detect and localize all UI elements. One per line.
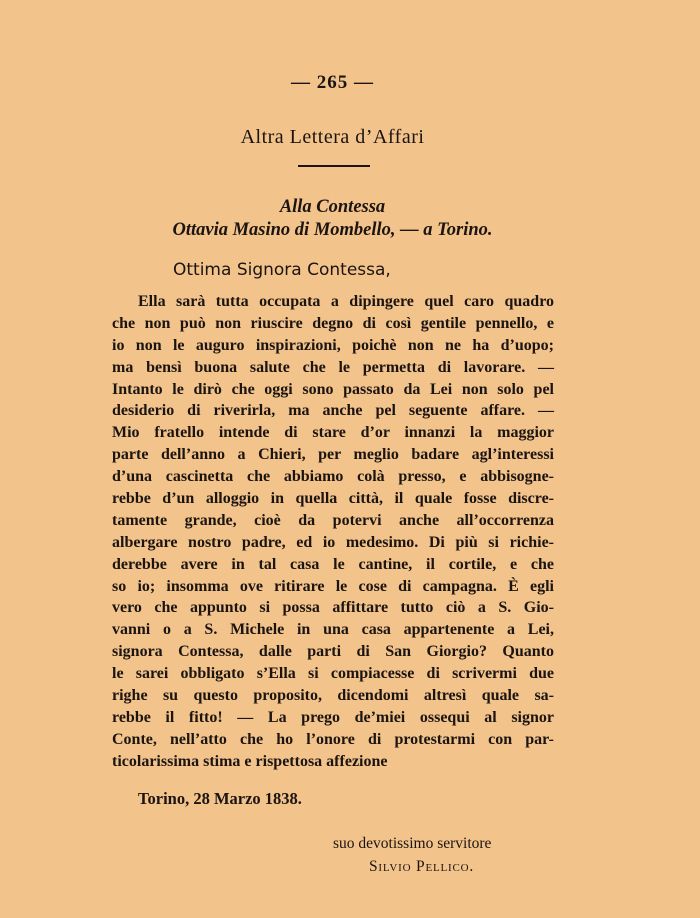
body-line: rebbe d’un alloggio in quella città, il quale fosse discre- <box>112 490 554 508</box>
body-line: d’una cascinetta che abbiamo colà presso, e abbisogne- <box>112 468 554 486</box>
letter-body <box>112 291 554 773</box>
address-line-1: Alla Contessa <box>279 197 386 217</box>
body-line: tamente grande, cioè da potervi anche all’occorrenza <box>112 511 554 529</box>
body-line: Mio fratello intende di stare d’or innanzi la maggior <box>112 424 554 442</box>
dateline: Torino, 28 Marzo 1838. <box>138 789 302 808</box>
body-line: vero che appunto si possa affittare tutto ciò a S. Gio- <box>112 599 554 617</box>
body-line: Ella sarà tutta occupata a dipingere quel caro quadro <box>138 293 554 310</box>
body-line: io non le auguro inspirazioni, poichè non ne ha d’uopo; <box>112 336 554 354</box>
body-line: Intanto le dirò che oggi sono passato da Lei non solo pel <box>112 380 554 398</box>
body-line: che non può non riuscire degno di così gentile pennello, e <box>112 314 554 332</box>
letter-title: Altra Lettera d’Affari <box>240 126 425 148</box>
body-line: albergare nostro padre, ed io medesimo. Di più si richie- <box>112 533 554 551</box>
title-divider <box>298 165 370 167</box>
body-line: le sarei obbligato s’Ella si compiacesse di scrivermi due <box>112 665 554 683</box>
body-line: derebbe avere in tal casa le cantine, il cortile, e che <box>112 555 554 573</box>
body-line: rebbe il fitto! — La prego de’miei ossequi al signor <box>112 708 554 726</box>
body-line: ticolarissima stima e rispettosa affezione <box>112 752 388 770</box>
body-line: so io; insomma ove ritirare le cose di campagna. È egli <box>112 577 554 595</box>
signature: Silvio Pellico. <box>369 858 475 875</box>
body-line: Conte, nell’atto che ho l’onore di protestarmi con par- <box>112 730 554 748</box>
address-line-2: Ottavia Masino di Mombello, — a Torino. <box>172 220 493 240</box>
body-line: righe su questo proposito, dicendomi altresì quale sa- <box>112 687 554 705</box>
salutation: Ottima Signora Contessa, <box>173 260 391 280</box>
page-number: — 265 — <box>291 72 374 93</box>
body-line: vanni o a S. Michele in una casa appartenente a Lei, <box>112 621 554 639</box>
body-line: signora Contessa, dalle parti di San Giorgio? Quanto <box>112 643 554 661</box>
closing-phrase: suo devotissimo servitore <box>333 835 492 852</box>
body-line: desiderio di riverirla, ma anche pel seguente affare. — <box>112 402 554 420</box>
body-line: parte dell’anno a Chieri, per meglio badare agl’interessi <box>112 446 554 464</box>
letter-address <box>0 196 665 242</box>
body-line: ma bensì buona salute che le permetta di lavorare. — <box>112 358 554 376</box>
